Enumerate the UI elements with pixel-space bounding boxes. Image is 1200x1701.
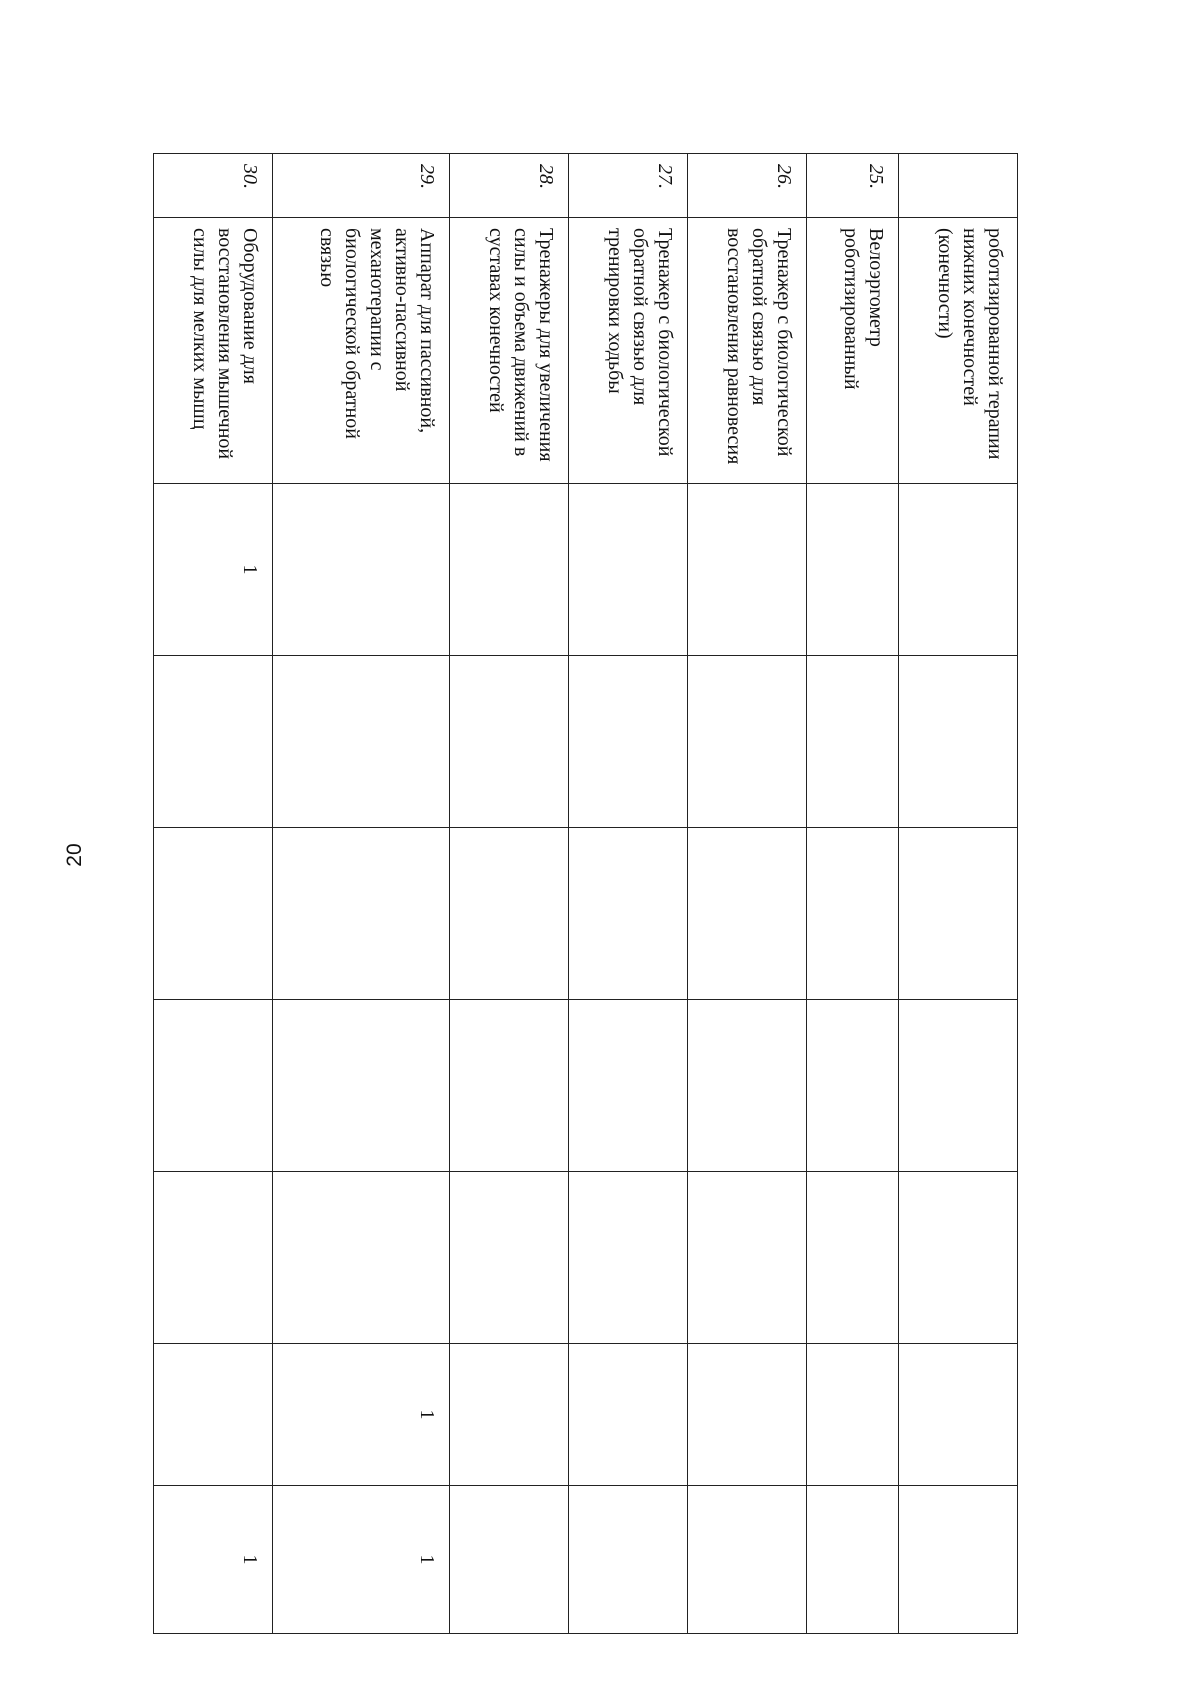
quantity-cell (568, 1486, 687, 1634)
quantity-cell (899, 656, 1018, 828)
quantity-cell (450, 484, 569, 656)
quantity-cell (806, 1172, 899, 1344)
quantity-cell (899, 1344, 1018, 1486)
row-number: 27. (568, 154, 687, 218)
quantity-cell (154, 1344, 273, 1486)
quantity-cell (687, 828, 806, 1000)
quantity-cell (806, 828, 899, 1000)
quantity-cell (568, 656, 687, 828)
quantity-cell (806, 656, 899, 828)
equipment-name: Тренажер с биологической обратной связью для восстановления равновесия (687, 218, 806, 484)
quantity-cell (687, 656, 806, 828)
equipment-name: роботизированной терапии нижних конечностей (конечности) (899, 218, 1018, 484)
table-row (687, 154, 806, 1634)
quantity-cell (568, 1172, 687, 1344)
table-row (568, 154, 687, 1634)
quantity-cell (450, 1172, 569, 1344)
table-row (899, 154, 1018, 1634)
quantity-cell (806, 484, 899, 656)
quantity-cell (568, 1000, 687, 1172)
table-row (450, 154, 569, 1634)
quantity-cell: 1 (154, 1486, 273, 1634)
quantity-cell: 1 (154, 484, 273, 656)
quantity-cell (568, 484, 687, 656)
quantity-cell (806, 1000, 899, 1172)
row-number: 30. (154, 154, 273, 218)
table-row (154, 154, 273, 1634)
quantity-cell (899, 1172, 1018, 1344)
quantity-cell (806, 1344, 899, 1486)
quantity-cell (272, 1000, 449, 1172)
quantity-cell (450, 656, 569, 828)
quantity-cell (272, 484, 449, 656)
equipment-name: Велоэргометр роботизированный (806, 218, 899, 484)
quantity-cell (899, 1486, 1018, 1634)
equipment-name: Оборудование для восстановления мышечной силы для мелких мышц (154, 218, 273, 484)
quantity-cell (687, 1000, 806, 1172)
quantity-cell (450, 1000, 569, 1172)
row-number: 26. (687, 154, 806, 218)
page-number: 20 (63, 843, 86, 867)
table-row (806, 154, 899, 1634)
row-number: 28. (450, 154, 569, 218)
quantity-cell (568, 828, 687, 1000)
equipment-table-container (153, 153, 1018, 1565)
quantity-cell (272, 656, 449, 828)
table-row (272, 154, 449, 1634)
quantity-cell (450, 828, 569, 1000)
quantity-cell (450, 1486, 569, 1634)
quantity-cell (899, 828, 1018, 1000)
equipment-name: Аппарат для пассивной, активно-пассивной механотерапии с биологической обратной связью (272, 218, 449, 484)
quantity-cell (154, 656, 273, 828)
table-body (154, 154, 1018, 1634)
quantity-cell (687, 1344, 806, 1486)
quantity-cell (272, 828, 449, 1000)
quantity-cell (806, 1486, 899, 1634)
quantity-cell: 1 (272, 1486, 449, 1634)
quantity-cell (687, 1172, 806, 1344)
quantity-cell (687, 1486, 806, 1634)
quantity-cell (568, 1344, 687, 1486)
quantity-cell (272, 1172, 449, 1344)
row-number: 29. (272, 154, 449, 218)
quantity-cell (687, 484, 806, 656)
equipment-name: Тренажеры для увеличения силы и объема движений в суставах конечностей (450, 218, 569, 484)
row-number: 25. (806, 154, 899, 218)
quantity-cell: 1 (272, 1344, 449, 1486)
quantity-cell (899, 484, 1018, 656)
equipment-name: Тренажер с биологической обратной связью для тренировки ходьбы (568, 218, 687, 484)
equipment-table (153, 153, 1018, 1634)
quantity-cell (154, 1000, 273, 1172)
row-number (899, 154, 1018, 218)
quantity-cell (899, 1000, 1018, 1172)
quantity-cell (450, 1344, 569, 1486)
quantity-cell (154, 828, 273, 1000)
quantity-cell (154, 1172, 273, 1344)
